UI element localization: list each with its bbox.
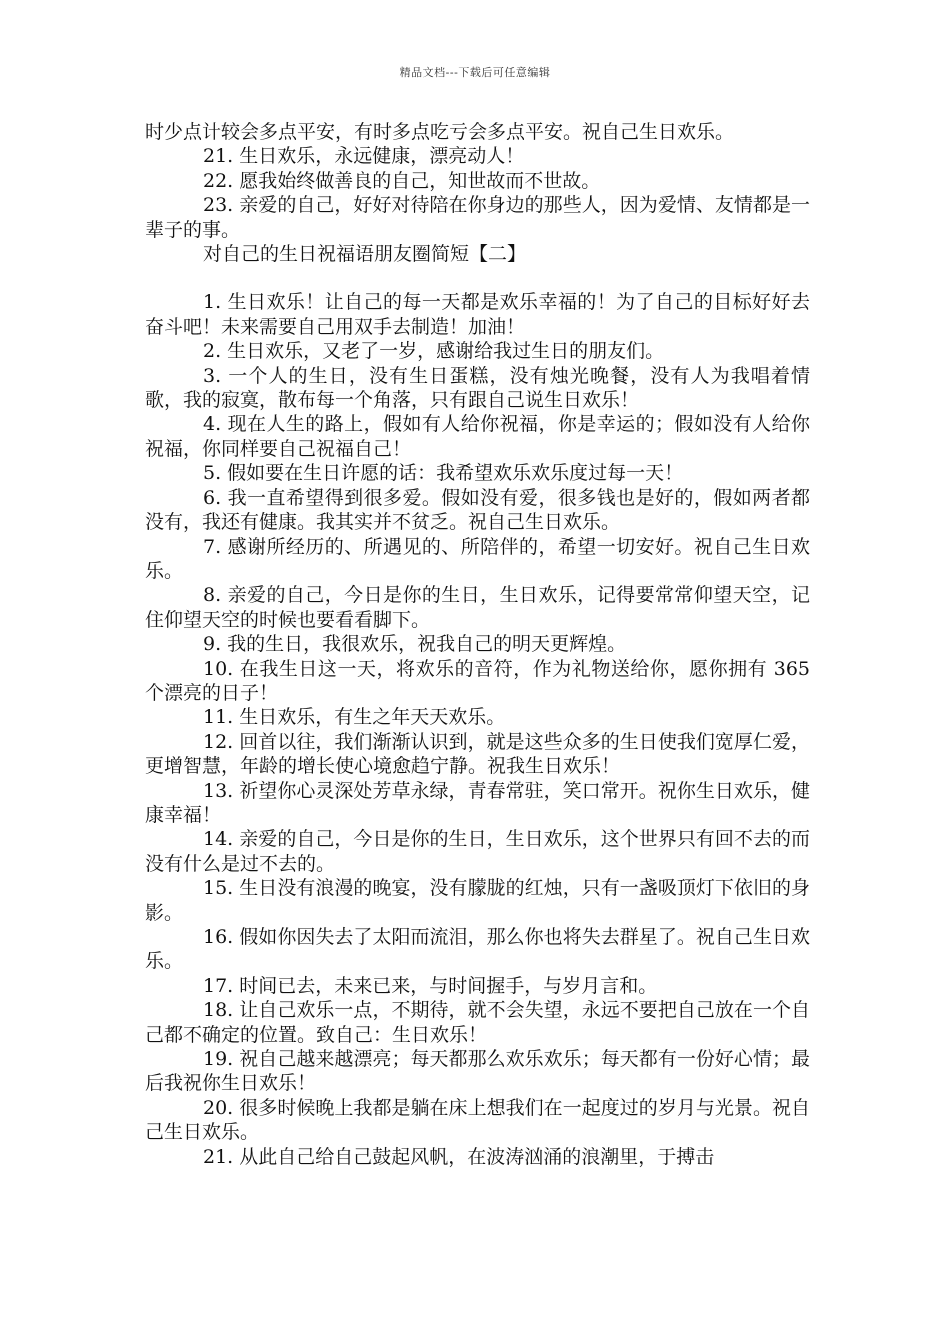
list-item: 13. 祈望你心灵深处芳草永绿，青春常驻，笑口常开。祝你生日欢乐，健康幸福！ [145, 779, 810, 826]
document-body [145, 120, 810, 1169]
list-item: 15. 生日没有浪漫的晚宴，没有朦胧的红烛，只有一盏吸顶灯下依旧的身影。 [145, 877, 810, 924]
list-item: 16. 假如你因失去了太阳而流泪，那么你也将失去群星了。祝自己生日欢乐。 [145, 926, 810, 973]
list-item: 7. 感谢所经历的、所遇见的、所陪伴的，希望一切安好。祝自己生日欢乐。 [145, 535, 810, 582]
list-item: 9. 我的生日，我很欢乐，祝我自己的明天更辉煌。 [203, 633, 627, 656]
list-item: 18. 让自己欢乐一点，不期待，就不会失望，永远不要把自己放在一个自己都不确定的位置。致自己：生日欢乐！ [145, 999, 810, 1046]
list-item: 2. 生日欢乐，又老了一岁，感谢给我过生日的朋友们。 [203, 340, 665, 363]
list-item: 3. 一个人的生日，没有生日蛋糕，没有烛光晚餐，没有人为我唱着情歌，我的寂寞，散布每一个角落，只有跟自己说生日欢乐！ [145, 364, 810, 412]
list-item: 5. 假如要在生日许愿的话：我希望欢乐欢乐度过每一天！ [203, 462, 684, 485]
list-item: 23. 亲爱的自己，好好对待陪在你身边的那些人，因为爱情、友情都是一辈子的事。 [145, 194, 810, 241]
paragraph-continuation: 时少点计较会多点平安，有时多点吃亏会多点平安。祝自己生日欢乐。 [145, 121, 735, 143]
list-item: 4. 现在人生的路上，假如有人给你祝福，你是幸运的；假如没有人给你祝福，你同样要自己祝福自己！ [145, 413, 810, 460]
list-item: 20. 很多时候晚上我都是躺在床上想我们在一起度过的岁月与光景。祝自己生日欢乐。 [145, 1096, 810, 1144]
list-item: 8. 亲爱的自己，今日是你的生日，生日欢乐，记得要常常仰望天空，记住仰望天空的时候也要看看脚下。 [145, 584, 810, 631]
list-item: 10. 在我生日这一天，将欢乐的音符，作为礼物送给你，愿你拥有 365 个漂亮的日子！ [145, 657, 810, 704]
list-item: 17. 时间已去，未来已来，与时间握手，与岁月言和。 [203, 974, 658, 997]
list-item: 19. 祝自己越来越漂亮；每天都那么欢乐欢乐；每天都有一份好心情；最后我祝你生日欢乐！ [145, 1048, 810, 1095]
page-header: 精品文档---下载后可任意编辑 [399, 66, 551, 79]
list-item: 21. 从此自己给自己鼓起风帆，在波涛汹涌的浪潮里，于搏击 [203, 1145, 715, 1168]
list-item: 21. 生日欢乐，永远健康，漂亮动人！ [203, 145, 525, 168]
list-item: 6. 我一直希望得到很多爱。假如没有爱，很多钱也是好的，假如两者都没有，我还有健康。我其实并不贫乏。祝自己生日欢乐。 [145, 486, 810, 534]
list-item: 22. 愿我始终做善良的自己，知世故而不世故。 [203, 169, 601, 192]
section-heading: 对自己的生日祝福语朋友圈简短【二】 [203, 243, 527, 266]
list-item: 14. 亲爱的自己，今日是你的生日，生日欢乐，这个世界只有回不去的而没有什么是过不去的。 [145, 828, 810, 875]
list-item: 1. 生日欢乐！让自己的每一天都是欢乐幸福的！为了自己的目标好好去奋斗吧！未来需要自己用双手去制造！加油！ [145, 291, 810, 338]
list-item: 11. 生日欢乐，有生之年天天欢乐。 [203, 706, 506, 729]
list-item: 12. 回首以往，我们渐渐认识到，就是这些众多的生日使我们宽厚仁爱，更增智慧，年龄的增长使心境愈趋宁静。祝我生日欢乐！ [145, 730, 810, 778]
